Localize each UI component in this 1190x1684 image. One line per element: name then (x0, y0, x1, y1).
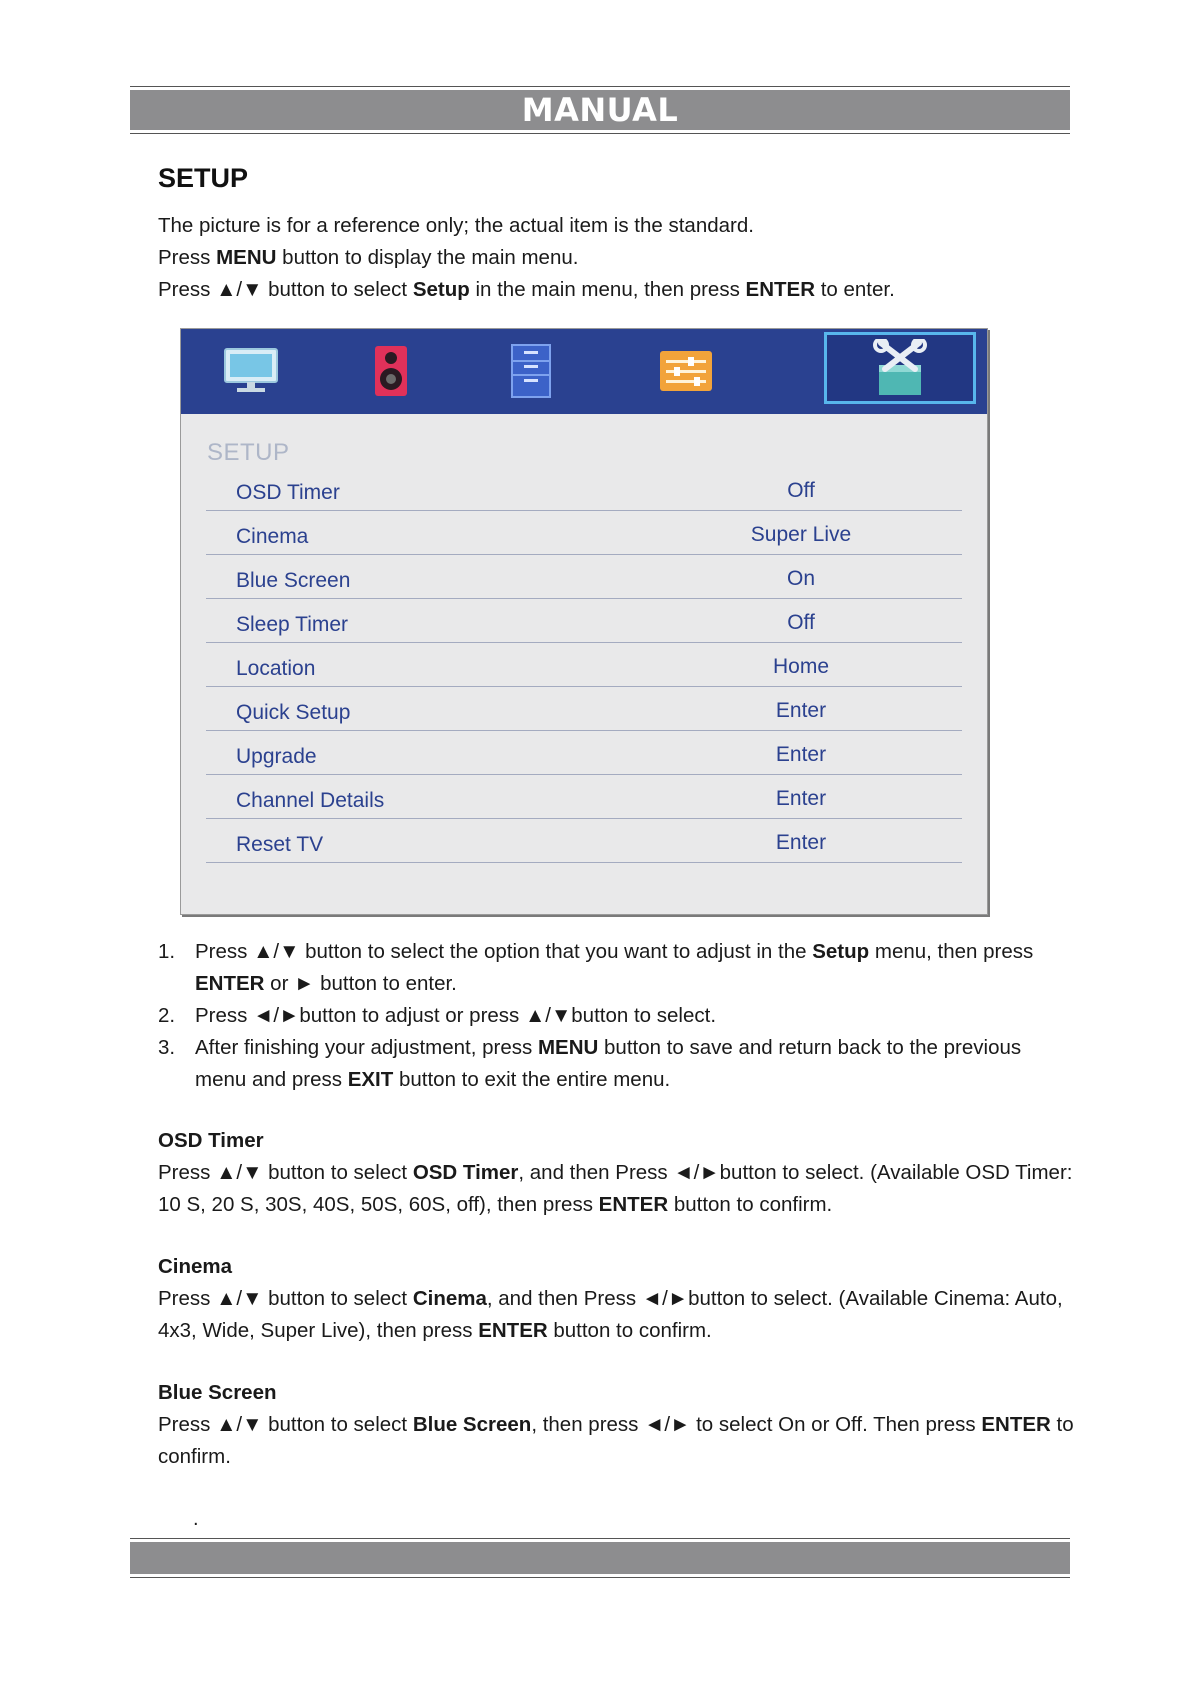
page-title: SETUP (158, 163, 249, 193)
osd-row-channel-details[interactable] (206, 775, 962, 819)
intro-line-3 (158, 274, 895, 306)
osd-row-label: Blue Screen (236, 569, 351, 592)
step-number: 3. (158, 1036, 176, 1059)
body-text: , and then Press ◄/►button to select. (Available OSD Timer: 10 S, 20 S, 30S, 40S, 50S, 60S, off), then press (158, 1161, 1073, 1216)
intro-key-menu: MENU (216, 246, 277, 269)
osd-heading: SETUP (207, 439, 290, 466)
key-enter: ENTER (195, 972, 265, 995)
osd-row-value: Enter (775, 831, 827, 854)
header-band (130, 86, 1070, 134)
key-osd-timer: OSD Timer (412, 1161, 519, 1184)
osd-row-label: Location (236, 657, 316, 680)
osd-row-osd-timer[interactable] (206, 467, 962, 511)
body-text: , and then Press ◄/►button to select. (Available Cinema: Auto, 4x3, Wide, Super Live), then press (158, 1287, 1063, 1342)
cinema-heading: Cinema (158, 1255, 233, 1278)
osd-row-label: OSD Timer (236, 481, 340, 504)
osd-menu-screenshot (180, 328, 988, 915)
intro-text-1: The picture is for a reference only; the actual item is the standard. (158, 214, 754, 237)
body-text: Press ▲/▼ button to select (158, 1413, 413, 1436)
osd-row-label: Quick Setup (236, 701, 351, 724)
step-number: 1. (158, 940, 176, 963)
osd-row-value: Enter (775, 699, 827, 722)
step-text: Press ◄/►button to adjust or press ▲/▼button to select. (195, 1004, 717, 1027)
key-exit: EXIT (347, 1068, 394, 1091)
osd-row-label: Sleep Timer (236, 613, 349, 636)
osd-row-blue-screen[interactable] (206, 555, 962, 599)
setup-icon[interactable] (824, 332, 976, 404)
step-item (158, 1000, 1078, 1032)
intro-text-2b: button to display the main menu. (276, 246, 579, 269)
osd-row-reset-tv[interactable] (206, 819, 962, 863)
osd-row-sleep-timer[interactable] (206, 599, 962, 643)
body-text: Press ▲/▼ button to select (158, 1161, 413, 1184)
manual-title: MANUAL (521, 91, 679, 129)
osd-row-value: Enter (775, 743, 827, 766)
step-text: menu, then press (869, 940, 1034, 963)
intro-key-enter: ENTER (745, 278, 816, 301)
blue-screen-text (158, 1409, 1078, 1473)
intro-line-1 (158, 210, 895, 242)
key-enter: ENTER (478, 1319, 548, 1342)
stray-mark: . (193, 1508, 199, 1530)
intro-text-3a: Press ▲/▼ button to select (158, 278, 413, 301)
osd-row-label: Cinema (236, 525, 309, 548)
body-text: button to confirm. (668, 1193, 833, 1216)
blue-screen-heading: Blue Screen (158, 1381, 277, 1404)
osd-row-upgrade[interactable] (206, 731, 962, 775)
osd-row-location[interactable] (206, 643, 962, 687)
step-text: or ► button to enter. (264, 972, 457, 995)
osd-row-value: Off (787, 479, 815, 502)
body-text: Press ▲/▼ button to select (158, 1287, 413, 1310)
step-item (158, 936, 1078, 1000)
osd-row-cinema[interactable] (206, 511, 962, 555)
cinema-text (158, 1283, 1078, 1347)
step-text: After finishing your adjustment, press (195, 1036, 538, 1059)
key-cinema: Cinema (412, 1287, 487, 1310)
body-text: , then press ◄/► to select On or Off. Then press (531, 1413, 982, 1436)
step-text: Press ▲/▼ button to select the option that you want to adjust in the (195, 940, 813, 963)
intro-text-3b: in the main menu, then press (469, 278, 746, 301)
key-enter: ENTER (981, 1413, 1051, 1436)
osd-timer-text (158, 1157, 1078, 1221)
osd-row-label: Channel Details (236, 789, 385, 812)
cinema-section (158, 1251, 1078, 1347)
intro-key-setup: Setup (412, 278, 470, 301)
osd-row-label: Reset TV (236, 833, 324, 856)
key-enter: ENTER (598, 1193, 669, 1216)
osd-row-label: Upgrade (236, 745, 317, 768)
osd-row-value: Super Live (750, 523, 852, 546)
step-number: 2. (158, 1004, 176, 1027)
osd-row-value: On (786, 567, 815, 590)
osd-menu-list (206, 467, 962, 863)
body-text: to confirm. (158, 1413, 1074, 1468)
osd-row-value: Enter (775, 787, 827, 810)
step-text: button to save and return back to the previous menu and press (195, 1036, 1022, 1091)
osd-row-value: Home (772, 655, 830, 678)
key-blue-screen: Blue Screen (412, 1413, 532, 1436)
intro-text (158, 210, 895, 306)
intro-text-2a: Press (158, 246, 217, 269)
body-text: button to confirm. (547, 1319, 712, 1342)
osd-timer-section (158, 1125, 1078, 1221)
step-item (158, 1032, 1078, 1096)
footer-band (130, 1538, 1070, 1578)
intro-line-2 (158, 242, 895, 274)
key-menu: MENU (537, 1036, 599, 1059)
step-text: button to exit the entire menu. (393, 1068, 671, 1091)
blue-screen-section (158, 1377, 1078, 1473)
intro-text-3c: to enter. (815, 278, 895, 301)
osd-row-value: Off (787, 611, 815, 634)
steps-list (158, 936, 1078, 1096)
key-setup: Setup (812, 940, 870, 963)
osd-tab-bar (181, 329, 987, 414)
osd-row-quick-setup[interactable] (206, 687, 962, 731)
osd-timer-heading: OSD Timer (158, 1129, 264, 1152)
picture-icon[interactable] (201, 341, 301, 401)
channel-icon[interactable] (481, 341, 581, 401)
sound-icon[interactable] (341, 341, 441, 401)
features-icon[interactable] (636, 341, 736, 401)
